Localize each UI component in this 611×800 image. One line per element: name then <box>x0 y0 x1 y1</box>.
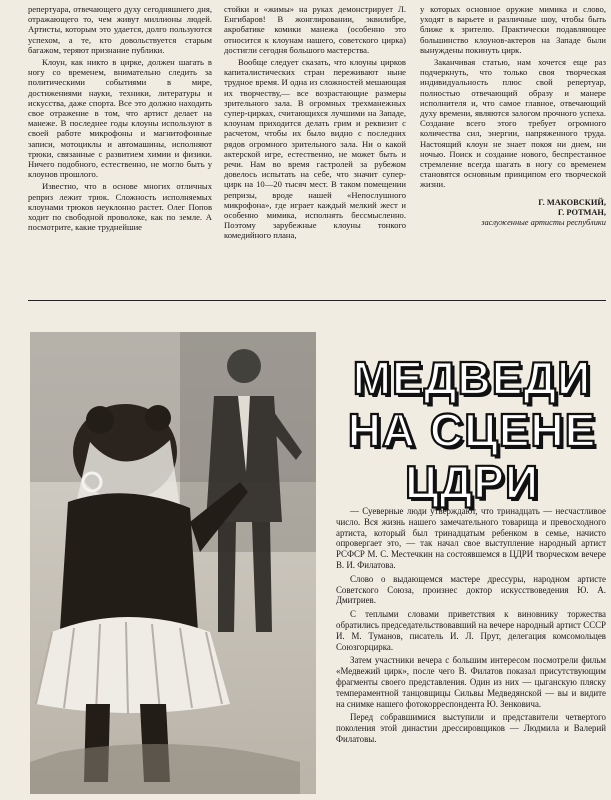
paragraph: Слово о выдающемся мастере дрессуры, народном артисте Советского Союза, произнес доктор искусствоведения Ю. А. Дмитриев. <box>336 573 606 606</box>
paragraph: стойки и «жимы» на руках демонстрирует Л. Енгибаров! В жонглировании, эквилибре, акробатике комики манежа (особенно это относится к клоунам нашего, советского цирка) достигли сегодня большого мастерства. <box>224 4 406 55</box>
paragraph: Клоун, как никто в цирке, должен шагать в ногу со временем, внимательно следить за политическими событиями в мире, достижениями науки, техники, литературы и искусства, даже спорта. Все это должно находить свое отражение в том, что артист делает на манеже. В последнее годы клоуны используют в своей работе микрофоны и магнитофонные записи, мотоциклы и автомашины, исполняют трюки, связанные с развитием химии и физики. Ничего подобного, естественно, не могло быть у клоунов прошлого. <box>28 57 212 180</box>
author-name: Г. РОТМАН, <box>557 207 606 217</box>
paragraph: Вообще следует сказать, что клоуны цирков капиталистических стран переживают ныне трудное время. И одна из сложностей мешающая их творчеству,— все возрастающие размеры зрительного зала. В огромных трехманежных супер-цирках, считающихся лучшими на Западе, клоунам приходится делать грим и реквизит с расчетом, чтобы их было видно с последних рядов огромного зрительного зала. Ни о какой актерской игре, естественно, не может быть и речи. Нам во время гастролей за рубежом довелось испытать на себе, что значит супер-цирк на 10—20 тысяч мест. В таком помещении репризы, вроде нашей «Непослушного микрофона», где играет каждый мелкий жест и особенно мимика, исполнять бессмысленно. Поэтому зарубежные клоуны тонкого комедийного плана, <box>224 57 406 241</box>
paragraph: — Суеверные люди утверждают, что тринадцать — несчастливое число. Вся жизнь нашего замечательного товарища и превосходного артиста, который был тринадцатым ребенком в семье, начисто опровергает это, — так начал свое выступление народный артист РСФСР М. С. Местечкин на состоявшемся в ЦДРИ творческом вечере В. И. Филатова. <box>336 506 606 570</box>
text-column-3 <box>420 4 606 228</box>
paragraph: Заканчивая статью, нам хочется еще раз подчеркнуть, что только своя творческая индивидуальность плюс свой репертуар, полностью отвечающий образу и манере исполнителя и, что самое главное, отвечающий духу времени, являются залогом прочного успеха. Создание всего этого требует огромного количества сил, энергии, напряженного труда. Настоящий клоун не знает покоя ни днем, ни ночью. Поиск и создание нового, беспрестанное стремление всегда шагать в ногу со временем становятся основным принципом его творческой жизни. <box>420 57 606 190</box>
article-body <box>336 506 606 748</box>
author-name: Г. МАКОВСКИЙ, <box>538 197 606 207</box>
paragraph: репертуара, отвечающего духу сегодняшнего дня, отражающего то, чем живут миллионы людей. Артисты, которым это удается, долго пользуются успехом, а те, кто довольствуется старым багажом, теряют признание публики. <box>28 4 212 55</box>
article-title <box>338 352 606 508</box>
title-line: ЦДРИ <box>404 456 540 508</box>
paragraph: С теплыми словами приветствия к виновнику торжества обратились председательствовавший на вечере народный артист СССР И. М. Туманов, писатель И. Л. Прут, делегация комсомольцев Союзгорцирка. <box>336 609 606 652</box>
paragraph: у которых основное оружие мимика и слово, уходят в варьете и различные шоу, чтобы быть ближе к зрителю. Практически подавляющее большинство клоунов-актеров на Западе были вынуждены покинуть цирк. <box>420 4 606 55</box>
text-column-1 <box>28 4 212 234</box>
text-column-2 <box>224 4 406 243</box>
author-signature <box>420 198 606 228</box>
section-divider <box>28 300 606 301</box>
photo-bear-dancer <box>30 332 316 794</box>
paragraph: Затем участники вечера с большим интересом посмотрели фильм «Медвежий цирк», после чего В. Филатов показал присутствующим фрагменты своего представления. Один из них — цыганскую пляску темпераментной танцовщицы Сильвы Медведянской — вы и видите на снимке нашего фотокорреспондента Ю. Зенковича. <box>336 655 606 709</box>
author-title: заслуженные артисты республики <box>481 217 606 227</box>
paragraph: Перед собравшимися выступили и представители четвертого поколения этой династии дрессировщиков — Людмила и Валерий Филатовы. <box>336 712 606 744</box>
title-line: НА СЦЕНЕ <box>347 404 597 456</box>
paragraph: Известно, что в основе многих отличных реприз лежит трюк. Сложность исполняемых клоунами трюков неуклонно растет. Олег Попов ходит по свободной проволоке, как по земле. А посмотрите, какие труднейшие <box>28 181 212 233</box>
title-line: МЕДВЕДИ <box>352 352 592 404</box>
previous-article-ending <box>28 4 606 302</box>
